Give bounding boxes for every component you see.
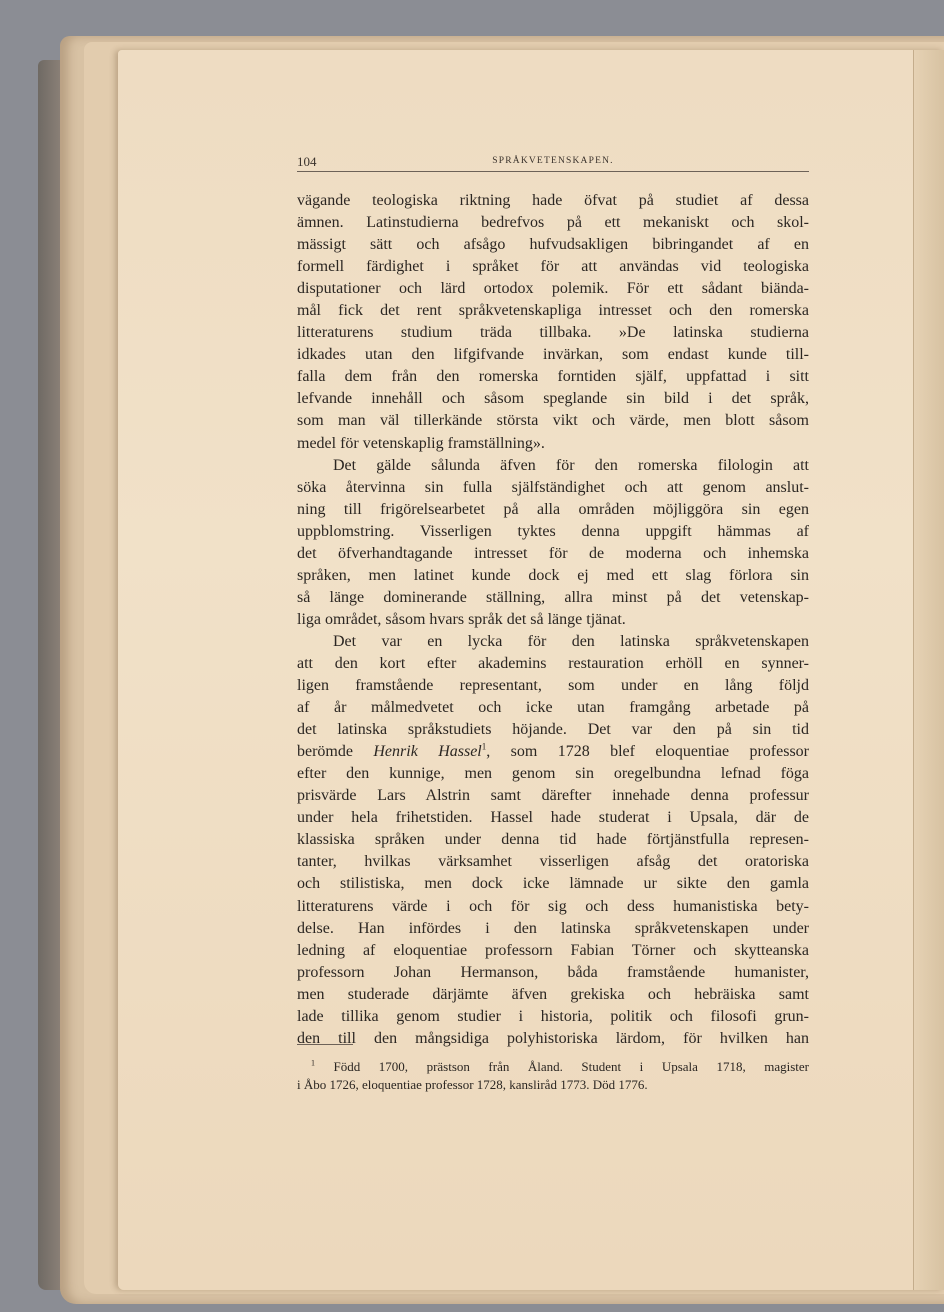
text-line: litteraturens värde i och för sig och dess humanistiska bety- (297, 897, 809, 915)
text-line: delse. Han infördes i den latinska språkvetenskapen under (297, 919, 809, 937)
running-title: SPRÅKVETENSKAPEN. (492, 156, 614, 166)
person-name-italic: Henrik Hassel (373, 743, 482, 761)
text-line: disputationer och lärd ortodox polemik. För ett sådant biända- (297, 280, 809, 298)
text-fragment: , som 1728 blef eloquentiae professor (486, 743, 809, 761)
page-header (297, 153, 809, 172)
text-line: prisvärde Lars Alstrin samt därefter innehade denna professur (297, 787, 809, 805)
text-line: lefvande innehåll och såsom speglande sin bild i det språk, (297, 390, 809, 408)
text-line: som man väl tillerkände största vikt och värde, men blott såsom (297, 412, 809, 430)
text-line: ligen framstående representant, som under en lång följd (297, 677, 809, 695)
footnote-rule (297, 1044, 353, 1045)
text-line: idkades utan den lifgifvande invärkan, som endast kunde till- (297, 346, 809, 364)
page-number: 104 (297, 154, 317, 169)
text-line: professorn Johan Hermanson, båda framstående humanister, (297, 963, 809, 981)
text-line: uppblomstring. Visserligen tyktes denna uppgift hämmas af (297, 522, 809, 540)
text-line: ämnen. Latinstudierna bedrefvos på ett mekaniskt och skol- (297, 214, 809, 232)
text-line: mål fick det rent språkvetenskapliga intresset och den romerska (297, 302, 809, 320)
text-line: söka återvinna sin fulla själfständighet och att genom anslut- (297, 478, 809, 496)
text-fragment: berömde (297, 743, 353, 761)
text-line: ledning af eloquentiae professorn Fabian Törner och skytteanska (297, 941, 809, 959)
text-line (297, 741, 809, 763)
text-line: så länge dominerande ställning, allra minst på det vetenskap- (297, 588, 809, 606)
text-line: lade tillika genom studier i historia, politik och filosofi grun- (297, 1007, 809, 1025)
text-line: efter den kunnige, men genom sin oregelbundna lefnad föga (297, 765, 809, 783)
text-line: och stilistiska, men dock icke lämnade ur sikte den gamla (297, 875, 809, 893)
text-line: ning till frigörelsearbetet på alla områden möjliggöra sin egen (297, 500, 809, 518)
text-line: klassiska språken under denna tid hade förtjänstfulla represen- (297, 831, 809, 849)
text-line: litteraturens studium träda tillbaka. »De latinska studierna (297, 324, 809, 342)
text-line: af år målmedvetet och icke utan framgång arbetade på (297, 699, 809, 717)
text-line: det öfverhandtagande intresset för de moderna och inhemska (297, 544, 809, 562)
footnote-ref: 1 (481, 741, 487, 752)
text-line: Det gälde sålunda äfven för den romerska filologin att (333, 456, 809, 474)
text-line: mässigt sätt och afsågo hufvudsakligen bibringandet af en (297, 236, 809, 254)
text-line: att den kort efter akademins restauration erhöll en synner- (297, 654, 809, 672)
next-page-edge (913, 50, 944, 1290)
text-line: den till den mångsidiga polyhistoriska lärdom, för hvilken han (297, 1029, 809, 1047)
footnote-text: Född 1700, prästson från Åland. Student i Upsala 1718, magister (333, 1059, 809, 1074)
text-line: formell färdighet i språket för att användas vid teologiska (297, 258, 809, 276)
text-line: falla dem från den romerska forntiden själf, uppfattad i sitt (297, 368, 809, 386)
footnote-line: i Åbo 1726, eloquentiae professor 1728, kansliråd 1773. Död 1776. (297, 1077, 648, 1092)
body-text (297, 190, 809, 1050)
text-line: medel för vetenskaplig framställning». (297, 434, 545, 452)
footnote-marker: 1 (311, 1058, 315, 1068)
text-line: det latinska språkstudiets höjande. Det var den på sin tid (297, 721, 809, 739)
text-line: under hela frihetstiden. Hassel hade studerat i Upsala, där de (297, 809, 809, 827)
footnote (297, 1058, 809, 1094)
text-line: tanter, hvilkas värksamhet visserligen afsåg det oratoriska (297, 853, 809, 871)
text-line: Det var en lycka för den latinska språkvetenskapen (333, 632, 809, 650)
footnote-line (297, 1058, 809, 1076)
text-line: men studerade därjämte äfven grekiska och hebräiska samt (297, 985, 809, 1003)
text-line: språken, men latinet kunde dock ej med ett slag förlora sin (297, 566, 809, 584)
text-line: vägande teologiska riktning hade öfvat på studiet af dessa (297, 192, 809, 209)
text-line: liga området, såsom hvars språk det så länge tjänat. (297, 610, 626, 628)
